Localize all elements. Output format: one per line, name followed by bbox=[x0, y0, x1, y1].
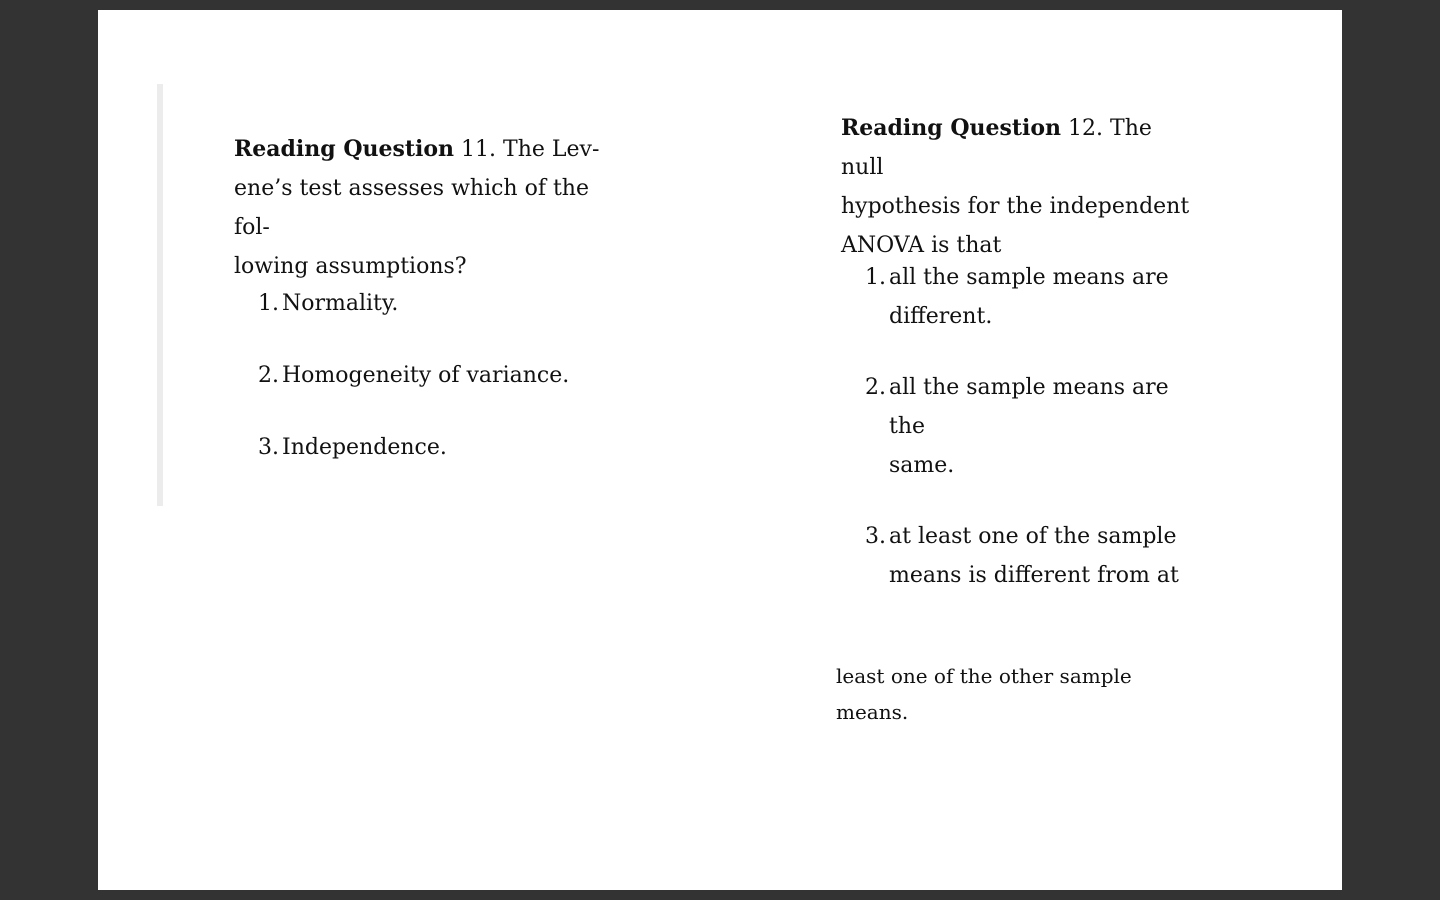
question-12-number: 12. The null bbox=[841, 116, 1152, 180]
option-at-least-one-different bbox=[865, 517, 1205, 595]
option-continuation bbox=[836, 658, 1156, 730]
option-number: 1. bbox=[258, 291, 279, 316]
ebook-page bbox=[98, 10, 1342, 890]
option-text: Independence. bbox=[282, 435, 447, 460]
question-11-options bbox=[258, 284, 638, 500]
option-all-different bbox=[865, 258, 1205, 336]
question-12-options bbox=[865, 258, 1205, 627]
option-number: 2. bbox=[865, 375, 886, 400]
question-12-label: Reading Question bbox=[841, 115, 1062, 141]
option-text-line2: same. bbox=[889, 453, 955, 478]
option-homogeneity bbox=[258, 356, 638, 395]
option-number: 3. bbox=[258, 435, 279, 460]
option-normality bbox=[258, 284, 638, 323]
option-text-line1: at least one of the sample bbox=[889, 524, 1177, 549]
option-number: 3. bbox=[865, 524, 886, 549]
question-12-line3: ANOVA is that bbox=[841, 233, 1002, 258]
option-text: Normality. bbox=[282, 291, 399, 316]
question-11-number: 11. The Lev- bbox=[461, 137, 600, 162]
option-text: Homogeneity of variance. bbox=[282, 363, 570, 388]
question-12-prompt bbox=[841, 109, 1201, 265]
option-number: 2. bbox=[258, 363, 279, 388]
question-11-prompt bbox=[234, 130, 624, 286]
option-all-same bbox=[865, 368, 1205, 485]
question-11-label: Reading Question bbox=[234, 136, 455, 162]
option-number: 1. bbox=[865, 265, 886, 290]
reading-question-11 bbox=[157, 84, 663, 506]
option-text-line1: all the sample means are bbox=[889, 265, 1169, 290]
question-12-line2: hypothesis for the independent bbox=[841, 194, 1190, 219]
option-text-line2: different. bbox=[889, 304, 993, 329]
option-independence bbox=[258, 428, 638, 467]
continuation-line1: least one of the other sample bbox=[836, 664, 1132, 688]
question-11-line2: ene’s test assesses which of the fol- bbox=[234, 176, 589, 240]
continuation-line2: means. bbox=[836, 700, 909, 724]
option-text-line2: means is different from at bbox=[889, 563, 1179, 588]
question-11-line3: lowing assumptions? bbox=[234, 254, 467, 279]
option-text-line1: all the sample means are the bbox=[889, 375, 1169, 439]
